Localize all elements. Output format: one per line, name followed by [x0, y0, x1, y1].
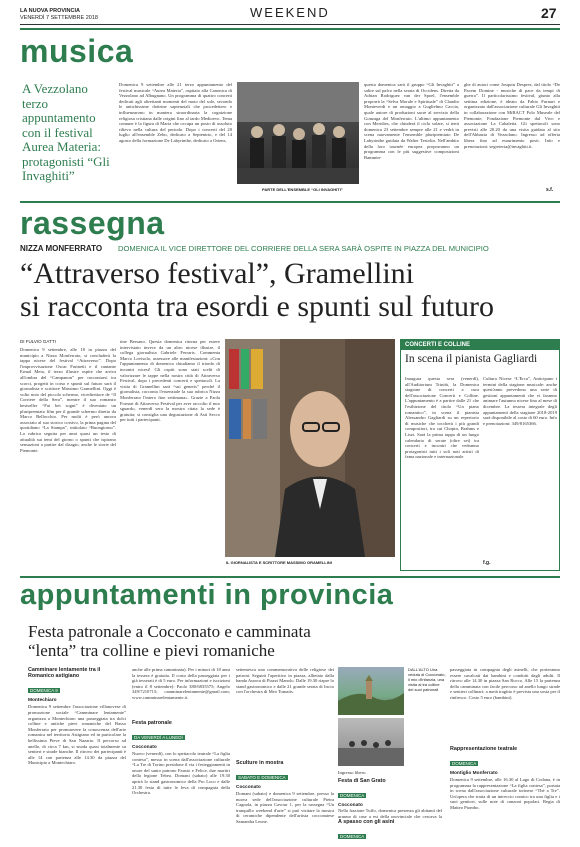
event-san-grato-place: Cocconato	[338, 802, 363, 808]
event-san-grato-tag: DOMENICA	[340, 792, 365, 798]
event-asini-text-cont: passeggiata in compagnia degli asinelli, che porteranno essere cavalcati dai bambini e condotti dagli adulti. Il ritrovo alle 14.30 in piazza San Rocco. Alle 15 la partenza della camminata con facile percorso ad anello lungo strade e sentieri collinari; a metà tragitto è prevista una sosta per il rinfresco. Costo 5 euro (bambini).	[450, 667, 560, 700]
ensemble-photo-icon	[237, 82, 359, 184]
rassegna-band-rule	[20, 201, 560, 203]
event-festa-text: Nuovo (venerdì), con lo spettacolo teatrale “La figlia contesa”, messo in scena dall'associazione culturale “La Tre di Torino presidone il via i festeggiamenti in onore del santo patrono Fausto e Felice, due martiri della legione Tebea. Domani (sabato) alle 19.30 aprirà lo stand gastronomico della Pro Loco e dalle 21.30 festa di tutte le leva di compagnia della Orchestra.	[132, 751, 230, 796]
concerti-box-kicker: CONCERTI E COLLINE	[401, 340, 559, 350]
event-teatro-tag: DOMENICA	[452, 761, 477, 766]
appuntamenti-headline-2: “lenta” tra colline e pievi romaniche	[28, 641, 275, 660]
event-asini-tag: DOMENICA	[340, 834, 365, 839]
musica-photo-caption: PARTE DELL'ENSEMBLE “GLI INVAGHITI”	[262, 187, 343, 192]
page-number: 27	[541, 5, 557, 21]
event-camminata-place: Montechiaro	[28, 698, 57, 704]
musica-photo	[237, 82, 359, 184]
cocconato-photo-1	[338, 667, 404, 715]
event-teatro-text: Domenica 9 settembre, alle 16.30 al Lago di Codana, è in programma la rappresentazione “La figlia contesa”, portata in scena dall'associazione culturale torinese “Thé a Tre”. Un'opera che tratta di un intreccio comico tra una figlia e i suoi genitori, sulle note di canzoni popolari. Regia di Matteo Piombo.	[450, 777, 560, 810]
event-camminata-text: Domenica 9 settembre l'associazione villanovese di promozione sociale “Camminare lentamente” organizza a Montechiaro una passeggiata tra dolci colline e antiche pievi romaniche del Basso Monferrato per promuovere la conoscenza dell'arte romanica nel territorio Astigiano ed in particolare la bellissima Pieve di San Nazario. Il percorso ad anello, di circa 7 km, si snoda quasi totalmente su sentieri e strade bianche. Il ritrovo dei partecipanti è alle 14 con partenza alle 14.30 da piazza del Municipio a Montechiaro.	[28, 704, 126, 766]
landscape-photo-icon	[338, 667, 404, 715]
event-sculture-text: Domani (sabato) e domenica 9 settembre, presso la nuova sede dell'associazione culturale Pietra Cagnola, in piazza Cavour 1, per la rassegna “Un tranquillo weekend d'arte” si può visitare la mostra di ceramiche dipendente dell'artista cocconatese Samantha Leone.	[236, 791, 334, 824]
issue-date: VENERDÌ 7 SETTEMBRE 2018	[20, 15, 98, 21]
event-camminata	[28, 667, 126, 847]
appuntamenti-band-title: appuntamenti in provincia	[20, 579, 394, 611]
concerti-box-col2: Cultura Nicese “L'Erca”, Anticipano i termini della stagione musicale: anche quest'anno prevedono una serie di gestioni appuntamenti che vi faranno animare l'autunno nicese fino al mese di dicembre. La tessera integrale degli appuntamenti della stagione 2018-2019 sarà disponibile al costo di 60 euro. Info e prenotazioni: 349/8165366.	[483, 376, 557, 426]
concerti-box-col1: Inaugura questa sera (venerdì), all'Auditorium Trinità, la Domenica stagione di concerti a cura dell'associazione Concerti e Colline. L'appuntamento è a partire dalle 21 che l'esibizione del titolo “Un piano romantico”, in scena il pianista Alessandro Gagliardi su un repertorio di musiche che toccherà i più grandi compositori, tra cui Chopin, Brahms e Liszt. Sarà la prima tappa di un lungo calendario di serate (oltre sei) tra concerti e incontri che vedranno protagonisti tutti i soli noti artisti di fama nazionale e internazionale.	[405, 376, 479, 460]
concerti-box	[400, 339, 560, 571]
event-asini	[338, 808, 442, 842]
event-sculture	[236, 667, 334, 847]
rassegna-kicker-text: DOMENICA IL VICE DIRETTORE DEL CORRIERE DELLA SERA SARÀ OSPITE IN PIAZZA DEL MUNICIPIO	[118, 244, 489, 253]
newspaper-name: LA NUOVA PROVINCIA	[20, 8, 80, 14]
musica-band-title: musica	[20, 33, 134, 69]
event-san-grato	[338, 770, 442, 808]
event-camminata-title: Camminare lentamente tra il Romanico astigiano	[28, 667, 101, 680]
appuntamenti-photo-caption: DALL'ALTO Una veduta di Cocconato, il mio d'infanzia, una visita al tra colline dei suoi patronali	[408, 667, 446, 692]
rassegna-kicker-place: NIZZA MONFERRATO	[20, 244, 103, 253]
event-festa-text-cont: settemesca una commemorativa delle religiose dei patroni. Seguirà l'aperitivo in piazza, allietato dalla banda Aurora di Piazzi Manolo. Dalle 19.30 riapre lo stand gastronomico e dalle 21 grande serata di liscio con l'orchestra di Meo Tomatis.	[236, 667, 334, 695]
rassegna-byline: DI FULVIO GATTI	[20, 339, 56, 344]
cocconato-photo-2	[338, 718, 404, 766]
musica-headline: A Vezzolano terzo appuntamento con il festival Aurea Materia: protagonisti “Gli Invaghiti”	[22, 82, 110, 183]
event-festa-title: Festa patronale	[132, 720, 172, 726]
event-sculture-place: Cocconato	[236, 785, 261, 790]
musica-col1: Domenica 9 settembre alle 21 terzo appuntamento del festival musicale “Aurea Materia”, ospitato alla Canonica di Vezzolano ad Albugnano. Un programma di quattro concerti dedicati agli altrettanti momenti del moto del sole, secondo le antichissime dottrine sapienziali che procedettero e influenzarono in maniera straordinaria la cognizione religiosa cristiana dalle origini fino al tardo Medioevo. Tema comune è la figura di Maria che occupa un posto di assoluto rilievo nella cultura del periodo. Dopo i concerti del 20 luglio all'ensemble Zebo, dedicato a Septentrio, e del 14 agosto della formazione De Labyrinthe, dedicato a Oriens,	[119, 82, 232, 143]
portrait-photo-icon	[225, 339, 395, 557]
gramellini-photo	[225, 339, 395, 557]
header-rule	[20, 24, 560, 25]
section-name: WEEKEND	[250, 5, 330, 20]
concerti-box-title: In scena il pianista Gagliardi	[405, 353, 538, 365]
rassegna-col1: Domenica 9 settembre, alle 18 in piazza del municipio a Nizza Monferrato, si concluderà la tappa nicese del festival “Attraverso”. Dopo l'improvvisazione Oscar Farinetti e il cantante Ermal Meta, il terzo illustre ospite che arriva all'ombra del “Campanon” per raccontarsi tra scorci, progetti in corso e spunti sul futuro sarà il giornalista e scrittore Massimo Gramellini. Oggi è volto noto del piccolo schermo, vicedirettore de “Il Corriere della Sera”, mentre il suo romanzo bestseller “Fai bei sogni” è diventato un pluripremiato film per il grande schermo diretto da Marco Bellocchio. Per molti è però ancora associato al suo storico corsivo, la prima pagina del quotidiano “La Stampa”, intitolato “Buongiorno”. La rubrica seguita per anni quasi un testo di attualità sui temi del giorno o spunti che ispirano sensazioni a partire dal disagio, anche le storie del Piemonte.	[20, 347, 116, 453]
appuntamenti-band-rule	[20, 576, 560, 578]
event-festa-tag: DA VENERDÌ A LUNEDÌ	[134, 735, 183, 740]
rassegna-headline-1: “Attraverso festival”, Gramellini	[20, 257, 415, 290]
event-teatro	[450, 667, 560, 847]
event-asini-title: A spasso con gli asini	[338, 819, 395, 825]
rassegna-col2: tine Bersano. Questa domenica ritorna per essere intervistato invece da un altro nicese illustre, il collega giornalista Gabriele Ferraris. Commenta Marco Lovisolo, assessore alle manifestazioni: «Con l'appuntamento di domenica chiudiamo il trionfo di incontri nicesi! Gli ospiti sono stati scelti di valorizzare le tappe nella nostra città di Attraverso Festival, dopo i precedenti concerti e spettacoli. La visita di Gramellini sarà “sui generis” perché il giornalista, racconta l'essenziale la sua rubrica Nizza Monferrato l'intero fine settimana». Grazie a Paola Fornari di Attraverso Festival per aver raccolto il mio sguardo, venerdì sera la mostra citata la sede è gratuita; si consiglia una degustazione di Asti Secco per tutti i partecipanti.	[120, 339, 220, 423]
rassegna-headline-2: si racconta tra esordi e spunti sul futuro	[20, 290, 495, 323]
event-sculture-title: Sculture in mostra	[236, 760, 284, 766]
event-festa-place: Cocconato	[132, 745, 157, 750]
musica-band-rule	[20, 28, 560, 30]
event-festa-patronale	[132, 667, 230, 847]
procession-photo-icon	[338, 718, 404, 766]
event-teatro-title: Rappresentazione teatrale	[450, 746, 518, 752]
appuntamenti-headline-1: Festa patronale a Cocconato e camminata	[28, 622, 311, 641]
event-camminata-text-cont: anche alle prima camminata). Per i minori di 18 anni la tessera è gratuita. Il costo della passeggiata per i già tesserati è di 5 euro. Per informazioni e iscrizioni (entro il 8 settembre): Paolo 380/6835575; Angelo 349/7210715; camminarelentamente@gmail.com; www.camminarelentamente.it.	[132, 667, 230, 700]
event-teatro-place: Montiglio Monferrato	[450, 771, 498, 776]
musica-col3: ghe di autori come Josquin Desprez, dal titolo “De Pacem Domine - musiche di pace da tempi di guerra”. Il particolarissimo festival, giunto alla settima edizione, è ideato da Fabio Furnari e organizzato dall'associazione culturale Gli Invaghiti in collaborazione con MiBACT Polo Museale del Piemonte, Fondazione Piemonte dal Vivo e associazione La Cabaletta. Gli spettacoli sono previsti alle 20.20 da una visita guidata al sito dell'Abbazia di Vezzolano. Ingresso ad offerta libera fino ad esaurimento posti. Info e prenotazioni: segreteria@invaghiti.it.	[464, 82, 560, 149]
musica-col2: questa domenica sarà il gruppo “Gli Invaghiti” a salire sul palco nella serata di Occidens. Diretta da Adrian Rodriguez van der Spoel, l'ensemble proporrà la “Selva Morale e Spirituale” di Claudio Monteverdi e un omaggio a Guglielmo Caccia, quale autore di produzioni sacre al servizio della Gonzaga del Monferrato. L'ultimo appuntamento con Meridies, che chiuderà il ciclo solare, si terrà domenica 23 settembre sempre alle 21 e vedrà in scena nuovamente l'ensemble pluripremiato De Labyrinthe guidata da Walter Testolin. Nell'ambito della loro tournée europea proporranno un programma con le più suggestive composizioni Bammin-	[364, 82, 459, 160]
gramellini-caption: IL GIORNALISTA E SCRITTORE MASSIMO GRAMELLINI	[226, 560, 332, 565]
event-camminata-tag: DOMENICA 9	[30, 688, 58, 694]
musica-signature: s.f.	[546, 187, 554, 193]
event-sculture-text-cont: Ingresso libero.	[338, 770, 367, 775]
event-sculture-tag: SABATO E DOMENICA	[238, 775, 286, 780]
concerti-box-signature: f.g.	[483, 560, 491, 566]
event-san-grato-title: Festa di San Grato	[338, 777, 386, 784]
rassegna-band-title: rassegna	[20, 205, 165, 241]
event-san-grato-text: Nella frazione Tuffo, domenica presenza gli abitanti del gruppo di case a est della provinciale che cercava la	[338, 808, 442, 818]
